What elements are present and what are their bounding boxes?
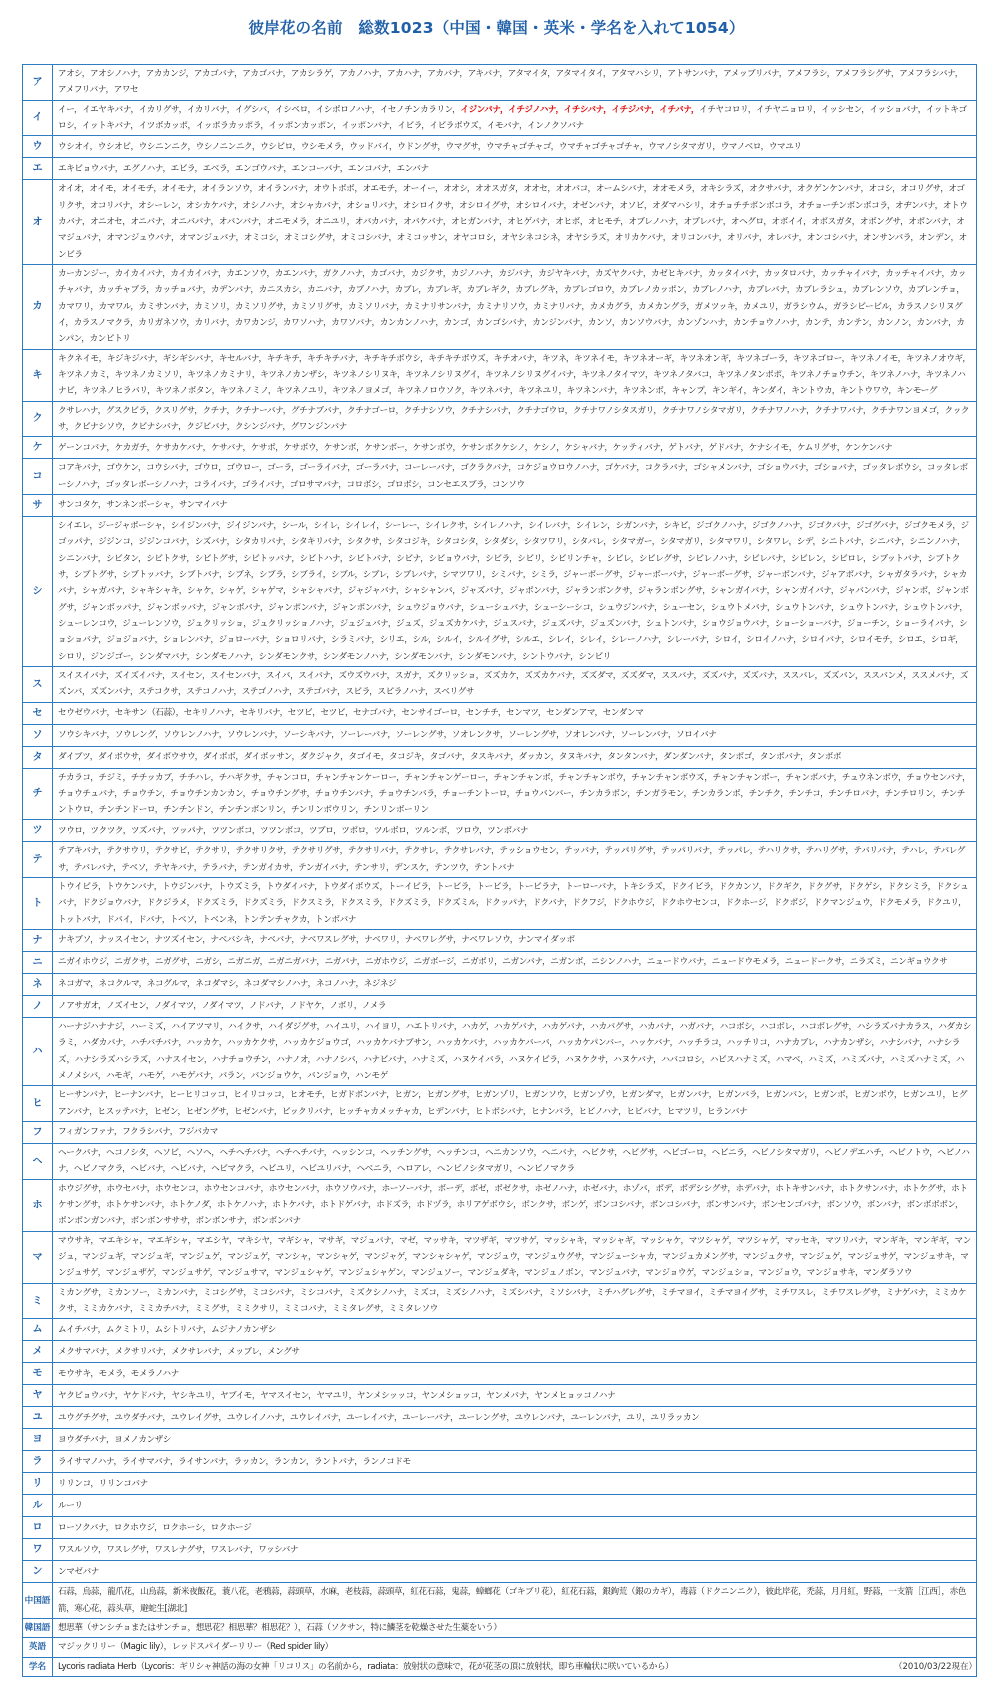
- names-text: ルーリ: [58, 1500, 83, 1511]
- row-names: [53, 1539, 977, 1561]
- names-text: 石蒜，烏蒜，龍爪花，山烏蒜，新米夜飯花，蓑八花，老鴉蒜，蒜頭草，水麻，老枝蒜，蒜頭草，紅花石蒜，鬼蒜，蟑螂花（ゴキブリ花），紅花石蒜，銀鉤荒（銀のカギ），毒蒜（ドクニンニク），彼此岸花，禿蒜，月月紅，野蒜，一支箭［江西］，赤色箭，寒心花，蒜头草，避蛇生[湖北]: [58, 1587, 967, 1614]
- table-row: [23, 516, 977, 666]
- names-text: エキビョウバナ，エグノハナ，エビラ，エベラ，エンゴウバナ，エンコーバナ，エンコバナ，エンバナ: [58, 163, 429, 174]
- row-names: [53, 136, 977, 158]
- table-row: [23, 1283, 977, 1319]
- row-names: [53, 65, 977, 101]
- row-names: [53, 1122, 977, 1144]
- row-names: [53, 349, 977, 401]
- table-row: [23, 1451, 977, 1473]
- table-row: [23, 136, 977, 158]
- row-names: [53, 1517, 977, 1539]
- row-key: ミ: [23, 1283, 53, 1319]
- row-names: [53, 459, 977, 495]
- table-row: [23, 494, 977, 516]
- row-key: リ: [23, 1473, 53, 1495]
- names-text: モウサキ，モメラ，モメラノハナ: [58, 1368, 179, 1379]
- table-row: [23, 842, 977, 878]
- table-row: [23, 930, 977, 952]
- names-text: ニガイホウジ，ニガクサ，ニガグサ，ニガシ，ニガニガ，ニガニガバナ，ニガバナ，ニガホウジ，ニガボージ，ニガボリ，ニガンバナ，ニガンボ，ニシンノハナ，ニュードウバナ，ニュードウモメラ，ニュードークサ，ニラズミ，ニンギョウクサ: [58, 957, 948, 968]
- names-text: ツウロ，ツクツク，ツズバナ，ツッパナ，ツツンボコ，ツツンボコ，ツブロ，ツボロ，ツルボロ，ツルンボ，ツロウ，ツンボバナ: [58, 825, 529, 836]
- row-key: テ: [23, 842, 53, 878]
- names-text: ノアサガオ，ノズイセン，ノダイマツ，ノダイマツ，ノドバナ，ノドヤケ，ノボリ，ノメラ: [58, 1001, 387, 1012]
- names-text: セウゼウバナ，セキサン（石蒜），セキリノハナ，セキリバナ，セツビ，セツビ，セナゴバナ，センサイゴーロ，センチチ，センマツ，センダンアマ，センダンマ: [58, 707, 644, 718]
- row-names: [53, 516, 977, 666]
- row-names: [53, 666, 977, 702]
- row-key: ラ: [23, 1451, 53, 1473]
- table-row: [23, 1341, 977, 1363]
- row-key: マ: [23, 1231, 53, 1283]
- row-names: [53, 1319, 977, 1341]
- row-key: タ: [23, 746, 53, 768]
- table-row: [23, 878, 977, 930]
- table-row: [23, 1231, 977, 1283]
- row-names: [53, 100, 977, 136]
- row-key: ス: [23, 666, 53, 702]
- table-row: [23, 1539, 977, 1561]
- table-row: [23, 459, 977, 495]
- names-text: ウシオイ，ウシオビ，ウシニンニク，ウシノニンニク，ウシビロ，ウシモメラ，ウッドバイ，ウドングサ，ウマグサ，ウマチャゴチャゴ，ウマチャゴチャゴチャ，ウマノシタマガリ，ウマノベロ，ウマユリ: [58, 141, 802, 152]
- highlighted-names: イジンバナ，イチジノハナ，イチシバナ，イチジバナ，イチバナ，: [460, 104, 700, 115]
- table-row: [23, 1561, 977, 1583]
- row-names: [53, 494, 977, 516]
- row-key: オ: [23, 180, 53, 265]
- table-row: [23, 1407, 977, 1429]
- table-row: [23, 1495, 977, 1517]
- row-key: ロ: [23, 1517, 53, 1539]
- table-row: [23, 1144, 977, 1180]
- table-row: [23, 1086, 977, 1122]
- table-row: [23, 1179, 977, 1231]
- names-text: フィガンファナ，フクラシバナ，フジバカマ: [58, 1127, 219, 1138]
- names-text: ワスルソウ，ワスレグサ，ワスレナグサ，ワスレバナ，ワッシバナ: [58, 1544, 299, 1555]
- page-title: 彼岸花の名前 総数1023（中国・韓国・英米・学名を入れて1054）: [248, 19, 745, 37]
- table-row: [23, 1018, 977, 1086]
- names-text: ソウシキバナ，ソウレング，ソウレンノハナ，ソウレンバナ，ソーシキバナ，ソーレーバナ，ソーレングサ，ソオレンクサ，ソーレングサ，ソオレンバナ，ソーレンバナ，ソロイバナ: [58, 729, 717, 740]
- row-names: [53, 820, 977, 842]
- table-row: [23, 401, 977, 437]
- names-text: キクネイモ，キジキジバナ，ギシギシバナ，キセルバナ，キチキチ，キチキチバナ，キチキチボウシ，キチキチボウズ，キチオバナ，キツネ，キツネイモ，キツネオーギ，キツネオンギ，キツネゴーラ，キツネゴロー，キツネノイモ，キツネノオウギ，キツネノカミ，キツネノカミソリ，キツネノカミナリ，キツネノカンザシ，キツネノシリヌキ，キツネノシリヌグイ，キツネノシリヌグイバナ，キツネノタイマツ，キツネノタバコ，キツネノタンポポ，キツネノチョウチン，キツネノハナ，キツネノハナビ，キツネノヒラバリ，キツネノボタン，キツネノミノ，キツネノユリ，キツネノヨメゴ，キツネノロウソク，キツネバナ，キツネユリ，キツネンバナ，キツネンボ，キャンプ，キンギイ，キンダイ，キントウカ，キントウワウ，キンモーグ: [58, 353, 971, 397]
- names-text: ネコガマ，ネコクルマ，ネコグルマ，ネコダマシ，ネコダマシノハナ，ネコノハナ，ネジネジ: [58, 979, 397, 990]
- row-key: コ: [23, 459, 53, 495]
- row-names: [53, 158, 977, 180]
- row-key: 韓国語: [23, 1619, 53, 1638]
- names-text: ゲーンコバナ，ケカガチ，ケサカケバナ，ケサバナ，ケサボ，ケサボウ，ケサンボ，ケサンボー，ケサンボウ，ケサンボクケシノ，ケシノ，ケシャバナ，ケッティバナ，ゲトバナ，ゲドバナ，ケナシイモ，ケムリグサ，ケンケンバナ: [58, 442, 893, 453]
- table-row: [23, 1657, 977, 1676]
- names-text: リリンコ，リリンコバナ: [58, 1478, 148, 1489]
- row-names: [53, 952, 977, 974]
- table-row: [23, 1638, 977, 1657]
- names-text: マウサキ，マエキシャ，マエギシャ，マエシヤ，マキシヤ，マギシャ，マサギ，マジュバナ，マゼ，マッサキ，マツザギ，マツサゲ，マッシャキ，マッシャギ，マッシャケ，マツシャゲ，マツシャゲ，マッセキ，マツリバナ，マンギキ，マンギギ，マンジュ，マンジュギ，マンジュギ，マンジュゲ，マンジュゲ，マンシャ，マンシャゲ，マンジャゲ，マンシャシャゲ，マンジュウ，マンジュウグサ，マンジューシャカ，マンジュカメングサ，マンジュクサ，マンジュゲ，マンジュサゲ，マンジュサキ，マンジュサゲ，マンジュザゲ，マンジュサゲ，マンジュサマ，マンジュシャゲ，マンジュシャゲン，マンジュソー，マンジュダキ，マンジュノボン，マンジュバナ，マンジョウゲ，マンジュショ，マンジョウ，マンジョサキ，マンダラソウ: [58, 1235, 971, 1279]
- row-key: ウ: [23, 136, 53, 158]
- row-names: [53, 746, 977, 768]
- row-key: ノ: [23, 996, 53, 1018]
- table-row: [23, 1517, 977, 1539]
- names-text: スイスイバナ，ズイズイバナ，スイセン，スイセンバナ，スイバ，スイバナ，ズウズウバナ，スガナ，ズクリッショ，ズズカケ，ズズカケバナ，ズズダマ，ズズダマ，ススバナ，ズズバナ，ズズバナ，ススバレ，ズズバン，ススバンメ，ススメバナ，ズズンバ，ズズンバナ，ステコクサ，ステコノハナ，ステゴノハナ，ステゴバナ，スビラ，スピラノハナ，スベリグサ: [58, 670, 969, 698]
- table-row: [23, 996, 977, 1018]
- row-names: [53, 180, 977, 265]
- row-key: 学名: [23, 1657, 53, 1676]
- row-key: ト: [23, 878, 53, 930]
- row-names: [53, 264, 977, 349]
- row-names: [53, 1407, 977, 1429]
- row-key: ツ: [23, 820, 53, 842]
- row-key: エ: [23, 158, 53, 180]
- row-key: ヤ: [23, 1385, 53, 1407]
- names-text: マジックリリー（Magic lily），レッドスパイダーリリー（Red spider lily）: [58, 1642, 333, 1653]
- row-key: ネ: [23, 974, 53, 996]
- row-names: [53, 1583, 977, 1619]
- names-text: テアキバナ，テクサウリ，テクサビ，テクサリ，テクサリクサ，テクサリグサ，テクサリバナ，テクサレ，テクサレバナ，テッショウセン，テッバナ，テッパリグサ，テッパリバナ，テッパレ，テハリクサ，テハリグサ，テバリバナ，テハレ，テバレグサ，テバレバナ，テベソ，テヤキバナ，テラバナ，テンガイカサ，テンガイバナ，テンサリ，デンスケ，テンツウ，テントバナ: [58, 846, 965, 873]
- names-text: ユウグチグサ，ユウダチバナ，ユウレイグサ，ユウレイノハナ，ユウレイバナ，ユーレイバナ，ユーレーバナ，ユーレングサ，ユウレンバナ，ユーレンバナ，ユリ，ユリラッカン: [58, 1412, 700, 1423]
- row-names: [53, 401, 977, 437]
- row-names: [53, 1473, 977, 1495]
- row-names: [53, 724, 977, 746]
- row-key: メ: [23, 1341, 53, 1363]
- table-row: [23, 724, 977, 746]
- table-row: [23, 158, 977, 180]
- table-row: [23, 1319, 977, 1341]
- row-names: [53, 1231, 977, 1283]
- row-names: [53, 974, 977, 996]
- names-text: ライサマノハナ，ライサマバナ，ライサンバナ，ラッカン，ランカン，ラントバナ，ランノコドモ: [58, 1456, 411, 1467]
- names-text: コアキバナ，ゴウケン，コウシバナ，ゴウロ，ゴウロー，ゴーラ，ゴーライバナ，ゴーラバナ，コーレーバナ，ゴクラクバナ，コケジョウロウノハナ，ゴケバナ，コクラバナ，ゴシャメンバナ，ゴショウバナ，ゴショバナ，ゴッタレボウシ，コッタレボーシノハナ，ゴッタレボーシノハナ，コライバナ，ゴライバナ，ゴロサマバナ，コロボシ，ゴロボシ，コンセエスブラ，コンソウ: [58, 463, 968, 490]
- table-row: [23, 768, 977, 820]
- table-row: [23, 1363, 977, 1385]
- row-names: [53, 1341, 977, 1363]
- row-key: キ: [23, 349, 53, 401]
- row-key: ル: [23, 1495, 53, 1517]
- row-names: [53, 1018, 977, 1086]
- row-names: [53, 930, 977, 952]
- names-text: シイエレ，ジージャボーシャ，シイジンバナ，ジイジンバナ，シール，シイレ，シイレイ，シーレー，シイレクサ，シイレノハナ，シイレバナ，シイレン，シガンバナ，シキビ，ジゴクノハナ，ジゴクノハナ，ジゴクバナ，ジゴグバナ，ジゴクモメラ，ジゴッパナ，ジジンコ，ジジンコバナ，シズバナ，シタカリバナ，シタキリバナ，シタクサ，シタコジキ，シタコシタ，シタダシ，シタツワリ，シタバレ，シタマガー，シタマガリ，シタマワリ，シタワレ，シデ，シニトバナ，シニバナ，シニンノハナ，シニンバナ，シビタン，シビトクサ，シビトグサ，シビトッバナ，シビトハナ，シビトバナ，シビナ，シビョウバナ，シビラ，シビリ，シビリンチャ，シビレ，シビレグサ，シビレノハナ，シビレバナ，シビレン，シビロレ，シブットバナ，シブトクサ，シブトグサ，シブトッバナ，シブトバナ，シブネ，シブラ，シブライ，シブル，シブレ，シブレバナ，シマツワリ，シミバナ，シミラ，ジャーボーグサ，ジャーボーバナ，ジャーボーグサ，ジャーボンバナ，ジャアボバナ，シャガタラバナ，シャカバナ，シャガバナ，シャキシャキ，シャケ，シャゲ，シャゲマ，シャシャバナ，ジャジャバナ，シャシャンバ，ジャズバナ，ジャボンバナ，ジャランボンクサ，ジャランボングサ，シャンガイバナ，シャンガイバナ，ジャバンバナ，ジャンボ，ジャンボグサ，ジャンボッパナ，ジャンボッバナ，ジャンボバナ，ジャンポンバナ，ジャンポンバナ，シュウジョウバナ，シューシュバナ，シューシーシコ，シュウジンバナ，シューセン，シュウトメバナ，シュウトンバナ，シュウトンバナ，シュウトンバナ，シューレンコウ，ジューレンソウ，ジュクリッショ，ジュクリッショノハナ，ジュジュバナ，ジュズ，ジュズカケバナ，ジュスバナ，ジュズバナ，ジュズンバナ，シュトンバナ，ショウジョウバナ，ショーショーバナ，ジョーチン，ショーライバナ，ショショバナ，ジョジョバナ，ショレンバナ，ジョローバナ，ショロリバナ，シラミバナ，シリエ，シル，シルイ，シルイグサ，シルエ，シレイ，シレイ，シレーノハナ，シレーバナ，シロイ，シロイノハナ，シロイバナ，シロイモチ，シロエ，シロギ，シロリ，ジンジゴー，シンダマバナ，シンダモノハナ，シンダモンクサ，シンダモンノハナ，シンダモンバナ，シンダモンバナ，シントウバナ，シンビリ: [58, 520, 969, 662]
- row-key: ソ: [23, 724, 53, 746]
- row-key: カ: [23, 264, 53, 349]
- table-row: [23, 1429, 977, 1451]
- names-text: ハーナジハナナジ，ハーミズ，ハイアツマリ，ハイクサ，ハイダジグサ，ハイユリ，ハイヨリ，ハエトリバナ，ハカゲ，ハカゲバナ，ハカゲバナ，ハカバグサ，ハカバナ，ハガバナ，ハコボシ，ハコボレ，ハコボレグサ，ハシラズバナカラス，ハダカシラミ，ハダカバナ，ハチバチバナ，ハッカケ，ハッカケクサ，ハッカケジョウゴ，ハッカケバナブサン，ハッカケバナ，ハッカケバーバ，ハッカケパンバー，ハッケバナ，ハッチラコ，ハッチリコ，ハナカブレ，ハナカンザシ，ハナシバナ，ハナシラズ，ハナシラズハシラズ，ハナスイセン，ハナチョウチン，ハナノオ，ハナノシバ，ハナビバナ，ハナミズ，ハヌケイバラ，ハヌケイビラ，ハヌケクサ，ハヌケバナ，ハバコロシ，ハビスハナミズ，ハマベ，ハミズ，ハミズバナ，ハミズハナミズ，ハメノメシバ，ハモギ，ハモゲ，ハモゲバナ，バラン，バンジョウケ，バンジョウ，ハンモゲ: [58, 1022, 971, 1082]
- row-key: ワ: [23, 1539, 53, 1561]
- row-names: [53, 1086, 977, 1122]
- names-text: ローソクバナ，ロクホウジ，ロクホーシ，ロクホージ: [58, 1522, 252, 1533]
- table-row: [23, 100, 977, 136]
- names-text: ヒーサンバナ，ヒーナンバナ，ヒーヒリコッコ，ヒイリコッコ，ヒオモチ，ヒガドボンバナ，ヒガン，ヒガングサ，ヒガンゾリ，ヒガンソウ，ヒガンゾウ，ヒガンダマ，ヒガンバナ，ヒガンバラ，ヒガンバン，ヒガンボ，ヒガンボウ，ヒガンユリ，ヒグアンバナ，ヒスッテバナ，ヒゼン，ヒゼングサ，ヒゼンバナ，ビックリバナ，ヒッチャカメッチャカ，ヒデンバナ，ヒトボシバナ，ヒナンバラ，ヒビノハナ，ヒビバナ，ヒマツリ，ヒランバナ: [58, 1090, 968, 1117]
- row-names: [53, 996, 977, 1018]
- row-names: [53, 702, 977, 724]
- names-table: [22, 64, 977, 1677]
- row-key: ホ: [23, 1179, 53, 1231]
- table-row: [23, 1473, 977, 1495]
- row-key: ム: [23, 1319, 53, 1341]
- names-text: クサレハナ，グスクビラ，クスリグサ，クチナ，クチナーバナ，グチナブバナ，クチナゴーロ，クチナシソウ，クチナシバナ，クチナゴウロ，クチナワノシタスガリ，クチナワノシタマガリ，クチナワノハナ，クチナワバナ，クチナワンヨメゴ，クックサ，クビナシソウ，クビナシバナ，クジビバナ，クシンジバナ，グワンジンバナ: [58, 405, 970, 432]
- names-text: カーカンジー，カイカイバナ，カイカイバナ，カエンソウ，カエンバナ，ガクノハナ，カゴバナ，カジクサ，カジノハナ，カジバナ，カジヤキバナ，カズヤクバナ，カゼヒキバナ，カッタイバナ，カッタロバナ，カッチャイバナ，カッチャイバナ，カッチャバナ，カッチャブラ，カッチョバナ，カデンバナ，カニスカシ，カニバナ，カブノハナ，カブレ，カブレギ，カブレギク，カブレグキ，カブレゴロウ，カブレノカッポン，カブレノハナ，カブレバナ，カブレラシュ，カブレンソウ，カブレンチョ，カマワリ，カマワル，カミサンバナ，カミソリ，カミソリグサ，カミソリグサ，カミソリバナ，カミナリサンバナ，カミナリソウ，カミナリバナ，カメカグラ，カメカングラ，ガメツッキ，カメユリ，ガラシウム，ガラシビービル，カラスノシリヌグイ，カラスノマクラ，カリガネソウ，カリバナ，カワカンジ，カワソハナ，カワソバナ，カンカンノハナ，カンゴ，カンゴシバナ，カンジンバナ，カンソ，カンソウバナ，カンゾンハナ，カンチョウノハナ，カンテ，カンテン，カンノン，カンバナ，カンパン，カンピトリ: [58, 268, 966, 345]
- row-key: ハ: [23, 1018, 53, 1086]
- names-text: オイオ，オイモ，オイモチ，オイモナ，オイランソウ，オイランバナ，オウトボボ，オエモチ，オーイー，オオシ，オオスガタ，オオセ，オオバコ，オームシバナ，オオモメラ，オキシラズ，オクサバナ，オクゲンケンバナ，オコシ，オコリグサ，オゴリクサ，オコリバナ，オシーレン，オシカケバナ，オシノハナ，オシャカバナ，オショリバナ，オシロイクサ，オシロイグサ，オシロイバナ，オゼンバナ，オソビ，オダマハシリ，オチョチチボンボコラ，オチョーチンボンボコラ，オヂンバナ，オトウカバナ，オニオセ，オニバナ，オニバパナ，オバンバナ，オニモメラ，オニユリ，オバカバナ，オバケバナ，オヒガンバナ，オヒゲバナ，オヒボ，オヒモチ，オブレノハナ，オブレバナ，オヘグロ，オボイイ，オボスガタ，オボングサ，オボンバナ，オマジュバナ，オマンジュウバナ，オマンジュバナ，オミコシ，オミコシグサ，オミコシバナ，オミコッサン，オヤコロシ，オヤシネコシネ，オヤシラズ，オリカケバナ，オリコンバナ，オリバナ，オレバナ，オンコシバナ，オンサンバラ，オンデン，オンビラ: [58, 184, 968, 260]
- row-key: 英語: [23, 1638, 53, 1657]
- table-row: [23, 974, 977, 996]
- row-names: [53, 1283, 977, 1319]
- names-text: メクサマバナ，メクサリバナ，メクサレバナ，メッブレ，メングサ: [58, 1346, 300, 1357]
- row-key: セ: [23, 702, 53, 724]
- row-key: イ: [23, 100, 53, 136]
- names-text: ンマゼバナ: [58, 1566, 99, 1577]
- row-key: ナ: [23, 930, 53, 952]
- row-key: ユ: [23, 1407, 53, 1429]
- table-row: [23, 702, 977, 724]
- names-text: Lycoris radiata Herb（Lycoris：ギリシャ神話の海の女神「リコリス」の名前から，radiata：放射状の意味で，花が花茎の頂に放射状，即ち車輪状に咲いているから）: [58, 1661, 674, 1672]
- row-key: ヒ: [23, 1086, 53, 1122]
- row-key: 中国語: [23, 1583, 53, 1619]
- names-text: ダイブツ，ダイボウサ，ダイボウサウ，ダイボボ，ダイボッサン，ダクジャク，タゴイモ，タコジキ，タゴバナ，タスキバナ，ダッカン，タヌキバナ，タンタンバナ，ダンダンバナ，タンボゴ，タンボバナ，タンボボ: [58, 751, 842, 762]
- row-key: フ: [23, 1122, 53, 1144]
- table-row: [23, 746, 977, 768]
- row-key: ア: [23, 65, 53, 101]
- names-text: ホウジグサ，ホウセバナ，ホウセンコ，ホウセンコバナ，ホウセンバナ，ホウソウバナ，ホーソーバナ，ボーデ，ボゼ，ボゼクサ，ホゼノハナ，ホゼバナ，ホゾバ，ボデ，ボデシシグサ，ホデバナ，ホトキサンバナ，ホトクサンバナ，ホトケグサ，ホトケサングサ，ホトケサンバナ，ホトケノダ，ホトケノハナ，ホトケバナ，ホトドゲバナ，ホドズラ，ホドヅラ，ホリアゲボウシ，ボンクサ，ボンゲ，ボンコシバナ，ボンコシバナ，ボンサンバナ，ボンセンゴバナ，ボンソウ，ボンバナ，ボンボボボン，ボンボンガンバナ，ボンボンサササ，ボンボンサナ，ボンボンバナ: [58, 1183, 968, 1227]
- row-names: [53, 842, 977, 878]
- row-names: [53, 1429, 977, 1451]
- row-key: ケ: [23, 437, 53, 459]
- table-row: [23, 1122, 977, 1144]
- table-row: [23, 437, 977, 459]
- names-text: イー，イエヤキバナ，イカリグサ，イカリバナ，イグシバ，イシベロ，イシボロノハナ，イセノチンカラリン，: [58, 104, 461, 115]
- row-key: ヘ: [23, 1144, 53, 1180]
- row-names: [53, 1561, 977, 1583]
- row-names: [53, 1657, 977, 1676]
- row-key: シ: [23, 516, 53, 666]
- row-names: [53, 1451, 977, 1473]
- row-names: [53, 878, 977, 930]
- row-key: ン: [23, 1561, 53, 1583]
- names-text: ヘークバナ，ヘコノシタ，ヘソビ，ヘソヘ，ヘチヘチバナ，ヘチヘチバナ，ヘッシンコ，ヘッチングサ，ヘッチンコ，ヘニカンソウ，ヘニバナ，ヘビクサ，ヘビグサ，ヘビゴーロ，ヘビニラ，ヘビノシタマガリ，ヘビノデエハチ，ヘビノトウ，ヘビノハナ，ヘビノマクラ，ヘビバナ，ヘビバナ，ヘビマクラ，ヘビユリ，ヘビユリバナ，ヘベニラ，ヘロアレ，ヘンビノシタマガリ，ヘンビノマクラ: [58, 1148, 970, 1175]
- row-key: ニ: [23, 952, 53, 974]
- table-row: [23, 65, 977, 101]
- names-text: アオシ，アオシノハナ，アカカンジ，アカゴバナ，アカゴバナ，アカシラゲ，アカノハナ，アカハナ，アカバナ，アキバナ，アタマイタ，アタマイタイ，アタマハシリ，アトサンバナ，アメッブリバナ，アメフラシ，アメフラシグサ，アメフラシバナ，アメフリバナ，アワセ: [58, 69, 963, 96]
- names-text: ナキブソ，ナッスイセン，ナツズイセン，ナベバシキ，ナベバナ，ナベワスレグサ，ナベワリ，ナベワレグサ，ナベワレソウ，ナンマイダッボ: [58, 935, 575, 946]
- row-names: [53, 1638, 977, 1657]
- names-text: 想思華（サンシチョまたはサンチョ，想思花？相思華？相思花？），石蒜（ソクサン，特に鱗茎を乾燥させた生薬をいう）: [58, 1623, 502, 1634]
- names-text: ヤクビョウバナ，ヤケドバナ，ヤシキユリ，ヤブイモ，ヤマスイセン，ヤマユリ，ヤンメシッッコ，ヤンメショッコ，ヤンメバナ，ヤンメヒョッコノハナ: [58, 1390, 616, 1401]
- row-key: ク: [23, 401, 53, 437]
- names-text: ミカングサ，ミカンソー，ミカンバナ，ミコシグサ，ミコシバナ，ミシコバナ，ミズクシノハナ，ミズコ，ミズシノハナ，ミズシバナ，ミソシバナ，ミチハグレグサ，ミチマヨイ，ミチマヨイグサ，ミチワスレ，ミチワスレグサ，ミナゲバナ，ミミカケクサ，ミミカケバナ，ミミカチバナ，ミミグサ，ミミクサリ，ミミコバナ，ミミタレグサ，ミミタレソウ: [58, 1287, 967, 1315]
- table-row: [23, 1385, 977, 1407]
- table-row: [23, 952, 977, 974]
- row-names: [53, 1179, 977, 1231]
- row-key: ヨ: [23, 1429, 53, 1451]
- names-text: イチヤコロリ，イチヤニョロリ，イッシセン，イッショバナ，イットキゴロシ，イットキバナ，イツボカッポ，イッポラカッポラ，イッポンカッポン，イッポンバナ，イビラ，イビラボウズ，イモバナ，インノクソバナ: [58, 104, 967, 131]
- row-names: [53, 768, 977, 820]
- row-key: サ: [23, 494, 53, 516]
- row-names: [53, 437, 977, 459]
- table-row: [23, 666, 977, 702]
- row-key: モ: [23, 1363, 53, 1385]
- row-names: [53, 1385, 977, 1407]
- row-names: [53, 1144, 977, 1180]
- table-row: [23, 264, 977, 349]
- table-row: [23, 180, 977, 265]
- table-row: [23, 1583, 977, 1619]
- row-names: [53, 1619, 977, 1638]
- table-row: [23, 820, 977, 842]
- names-text: トウイビラ，トウケンバナ，トウジンバナ，トウズミラ，トウダイバナ，トウダイボウズ，トーイビラ，トービラ，トービラ，トービラナ，トーローバナ，トキシラズ，ドクイビラ，ドクカンソ，ドクギク，ドクグサ，ドクゲシ，ドクシミラ，ドクシュバナ，ドクジョウバナ，ドクジラメ，ドクズミラ，ドクズミラ，ドクスミラ，ドクスミラ，ドクズミラ，ドクズミル，ドクッパナ，ドクバナ，ドクフジ，ドクホウジ，ドクホウセンコ，ドクホージ，ドクボジ，ドクマンジュウ，ドクモメラ，ドクユリ，トットバナ，ドバイ，ドバナ，トベソ，トベンネ，トンテンチャクカ，トンボバナ: [58, 882, 969, 925]
- names-text: ムイチバナ，ムクミトリ，ムシトリバナ，ムジナノカンザシ: [58, 1324, 276, 1335]
- row-key: チ: [23, 768, 53, 820]
- table-row: [23, 1619, 977, 1638]
- row-names: [53, 1363, 977, 1385]
- names-text: チカラコ，チジミ，チチッカブ，チチハレ，チハギクサ，チャンコロ，チャンチャンケーロー，チャンチャンゲーロー，チャンチャンボ，チャンチャンボウ，チャンチャンボウズ，チャンチャンボー，チャンボバナ，チュウネンボウ，チョウセンバナ，チョウチュバナ，チョウチン，チョウチンカンカン，チョウチングサ，チョウチンバナ，チョウチンバラ，チョーチントーロ，チョウバンバー，チンカラボン，チンガラモン，チンカランボ，チンチク，チンチコ，チンチロバナ，チンチロリン，チンチントウロ，チンチンドーロ，チンチンドン，チンチンボンリン，チンリンボウリン，チンリンボーリン: [58, 772, 971, 816]
- names-text: ヨウダチバナ，ヨメノカンザシ: [58, 1434, 171, 1445]
- row-names: [53, 1495, 977, 1517]
- footer-date: （2010/03/22現在）: [894, 1662, 977, 1672]
- table-row: [23, 349, 977, 401]
- names-text: サンコタケ，サンネンボーシャ，サンマイバナ: [58, 500, 228, 511]
